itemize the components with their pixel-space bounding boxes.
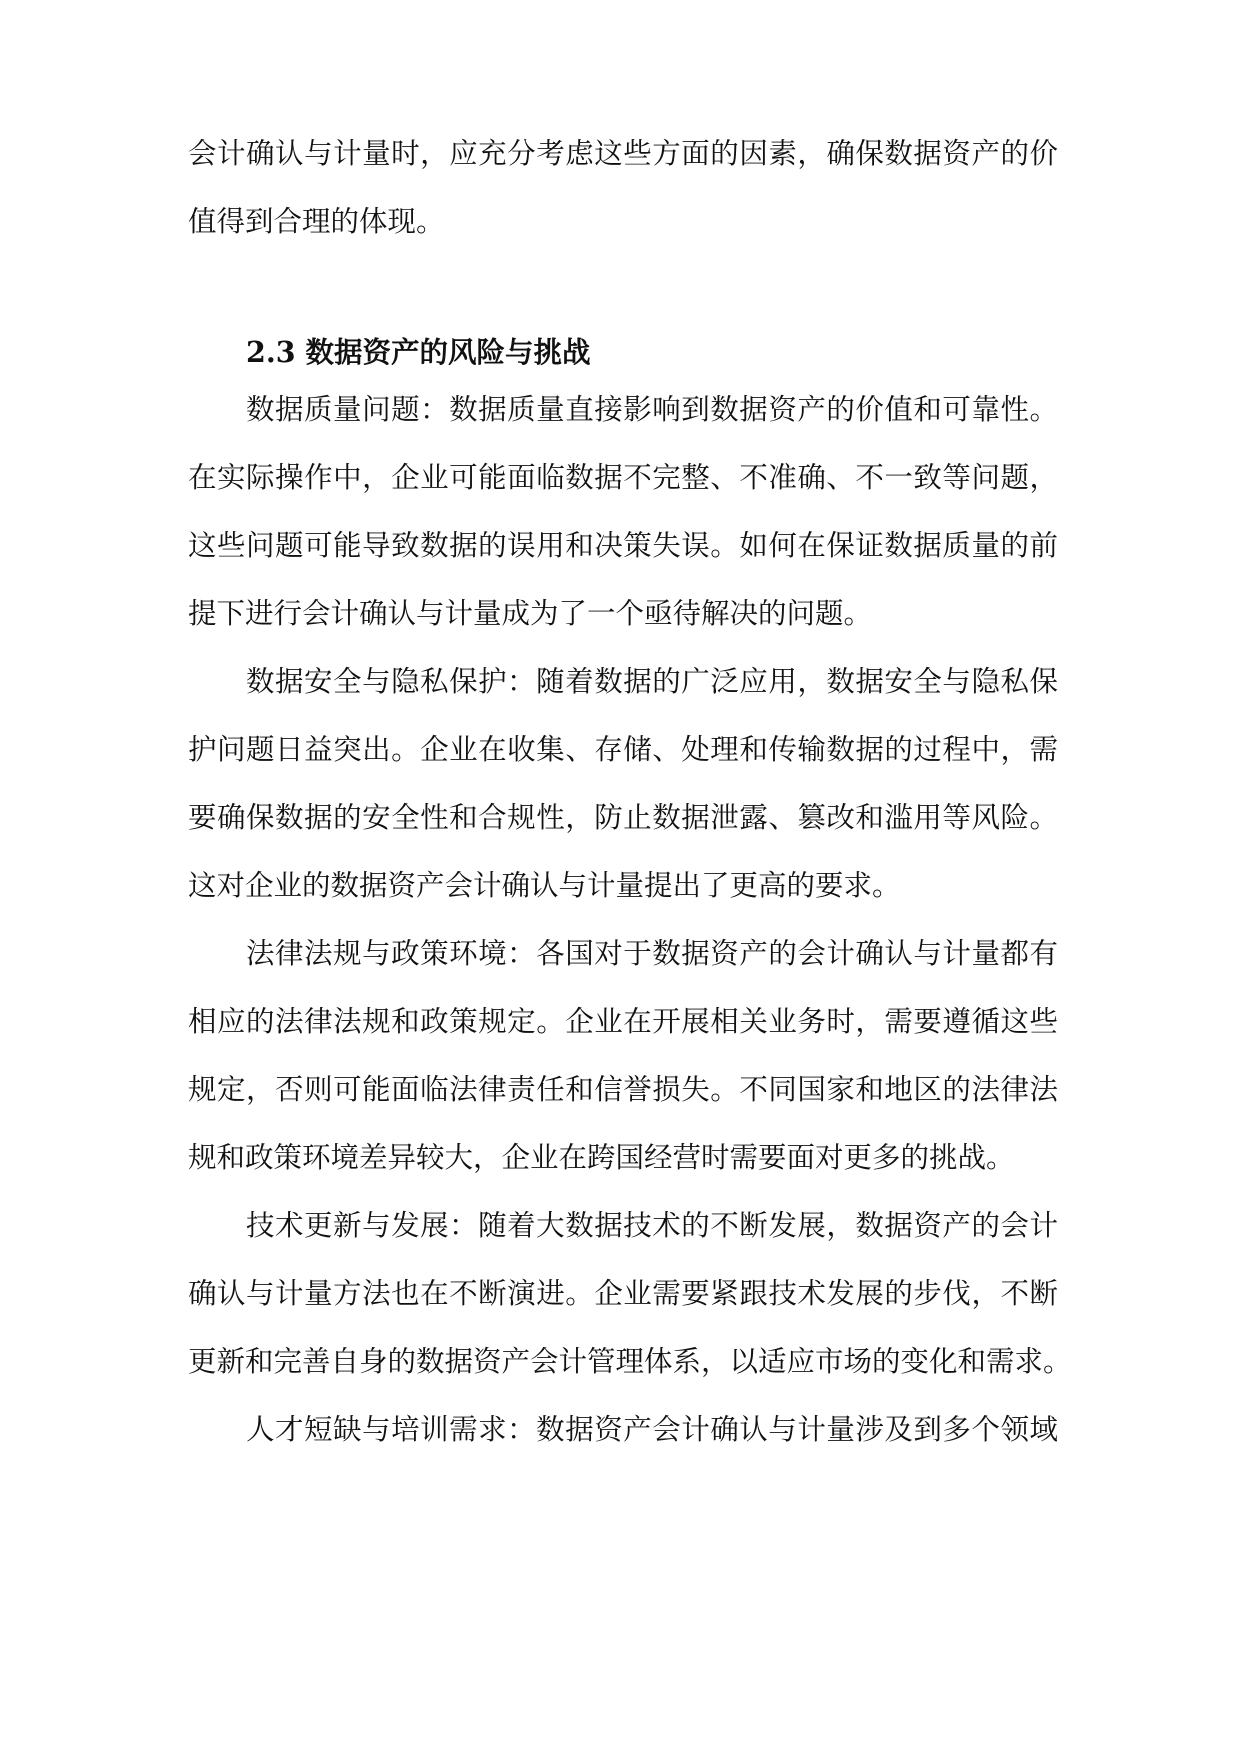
text-line: 这些问题可能导致数据的误用和决策失误。如何在保证数据质量的前 [188,529,1058,562]
text-line: 确认与计量方法也在不断演进。企业需要紧跟技术发展的步伐，不断 [188,1277,1058,1310]
text-line: 这对企业的数据资产会计确认与计量提出了更高的要求。 [188,869,901,902]
text-line: 护问题日益突出。企业在收集、存储、处理和传输数据的过程中，需 [188,733,1058,766]
paragraph-first-line: 技术更新与发展：随着大数据技术的不断发展，数据资产的会计 [246,1209,1058,1242]
text-line: 规定，否则可能面临法律责任和信誉损失。不同国家和地区的法律法 [188,1073,1058,1106]
text-line: 值得到合理的体现。 [188,205,445,238]
paragraph-first-line: 法律法规与政策环境：各国对于数据资产的会计确认与计量都有 [246,937,1058,970]
section-heading: 2.3 数据资产的风险与挑战 [246,335,591,369]
text-line: 在实际操作中，企业可能面临数据不完整、不准确、不一致等问题， [188,461,1058,494]
text-line: 更新和完善自身的数据资产会计管理体系，以适应市场的变化和需求。 [188,1345,1072,1378]
text-line: 相应的法律法规和政策规定。企业在开展相关业务时，需要遵循这些 [188,1005,1058,1038]
text-line: 规和政策环境差异较大，企业在跨国经营时需要面对更多的挑战。 [188,1141,1015,1174]
text-line: 提下进行会计确认与计量成为了一个亟待解决的问题。 [188,597,873,630]
paragraph-first-line: 人才短缺与培训需求：数据资产会计确认与计量涉及到多个领域 [246,1413,1058,1446]
paragraph-first-line: 数据质量问题：数据质量直接影响到数据资产的价值和可靠性。 [246,393,1058,426]
text-line: 会计确认与计量时，应充分考虑这些方面的因素，确保数据资产的价 [188,137,1058,170]
paragraph-first-line: 数据安全与隐私保护：随着数据的广泛应用，数据安全与隐私保 [246,665,1058,698]
text-line: 要确保数据的安全性和合规性，防止数据泄露、篡改和滥用等风险。 [188,801,1058,834]
